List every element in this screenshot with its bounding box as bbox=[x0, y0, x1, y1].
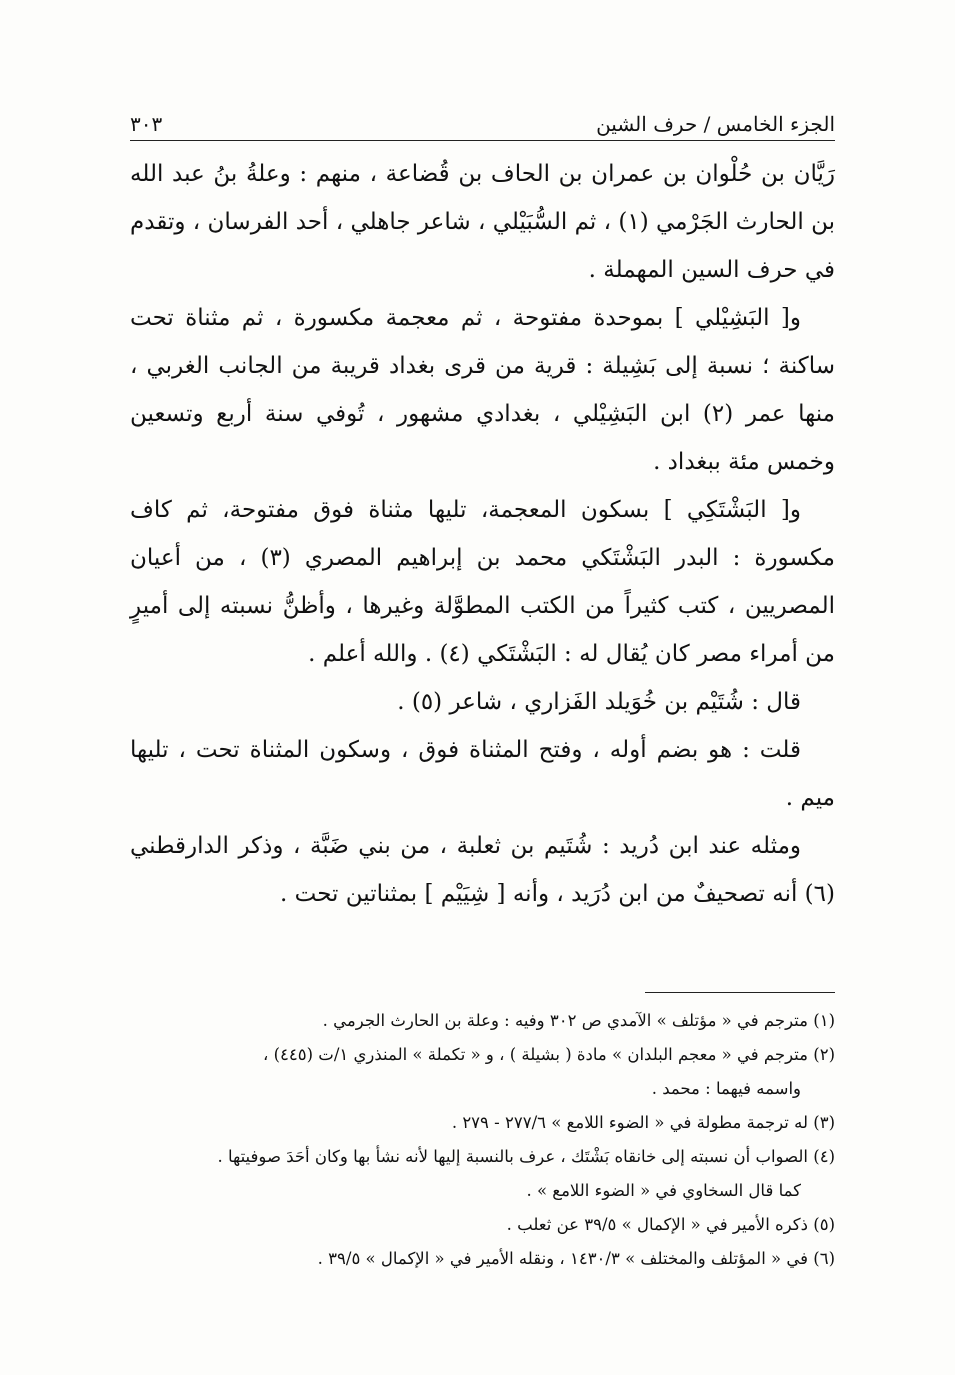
footnote-4-continued: كما قال السخاوي في « الضوء اللامع » . bbox=[526, 1181, 801, 1200]
paragraph-qultu: قلت : هو بضم أوله ، وفتح المثناة فوق ، وسكون المثناة تحت ، تليها ميم . bbox=[130, 737, 835, 811]
paragraph-shutaym: قال : شُتَيْم بن خُوَيلد الفَزاري ، شاعر (٥) . bbox=[397, 689, 801, 715]
footnote-divider bbox=[645, 992, 835, 993]
paragraph-ibn-durayd: ومثله عند ابن دُريد : شُتَيم بن ثعلبة ، من بني ضَبَّة ، وذكر الدارقطني (٦) أنه تصحيفٌ من ابن دُرَيد ، وأنه [ شِيَيْم ] بمثناتين تحت . bbox=[130, 833, 835, 907]
running-header bbox=[130, 92, 835, 136]
footnote-5: (٥) ذكره الأمير في « الإكمال » ٣٩/٥ عن ثعلب . bbox=[506, 1215, 835, 1234]
paragraph-bashili: و[ البَشِيْلي ] بموحدة مفتوحة ، ثم معجمة مكسورة ، ثم مثناة تحت ساكنة ؛ نسبة إلى بَشِيلة : قرية من قرى بغداد قريبة من الجانب الغربي ، منها عمر (٢) ابن البَشِيْلي ، بغدادي مشهور ، تُوفي سنة أربع وتسعين وخمس مئة ببغداد . bbox=[130, 305, 835, 475]
running-title: الجزء الخامس / حرف الشين bbox=[596, 112, 835, 136]
footnote-2: (٢) مترجم في « معجم البلدان » مادة ( بشيلة ) ، و « تكملة » المنذري ١/ت (٤٤٥) ، bbox=[263, 1045, 835, 1064]
main-text bbox=[130, 150, 835, 918]
footnotes bbox=[130, 1004, 835, 1276]
paragraph-bashtaki: و[ البَشْتَكِي ] بسكون المعجمة، تليها مثناة فوق مفتوحة، ثم كاف مكسورة : البدر البَشْتَكي محمد بن إبراهيم المصري (٣) ، من أعيان المصريين ، كتب كثيراً من الكتب المطوَّلة وغيرها ، وأظنُّ نسبته إلى أميرٍ من أمراء مصر كان يُقال له : البَشْتَكي (٤) . والله أعلم . bbox=[130, 497, 835, 667]
footnote-1: (١) مترجم في « مؤتلف » الآمدي ص ٣٠٢ وفيه : وعلة بن الحارث الجرمي . bbox=[322, 1011, 835, 1030]
header-divider bbox=[130, 140, 835, 141]
page-number: ٣٠٣ bbox=[130, 112, 163, 136]
footnote-6: (٦) في « المؤتلف والمختلف » ١٤٣٠/٣ ، ونقله الأمير في « الإكمال » ٣٩/٥ . bbox=[317, 1249, 835, 1268]
footnote-2-continued: واسمه فيهما : محمد . bbox=[651, 1079, 801, 1098]
footnote-3: (٣) له ترجمة مطولة في « الضوء اللامع » ٢٧٧/٦ - ٢٧٩ . bbox=[451, 1113, 835, 1132]
footnote-4: (٤) الصواب أن نسبته إلى خانقاه بَشْتَك ، عرف بالنسبة إليها لأنه نشأ بها وكان أحَدَ صوفيتها . bbox=[217, 1147, 835, 1166]
paragraph-rayyan: رَيَّان بن حُلْوان بن عمران بن الحاف بن قُضاعة ، منهم : وعلةُ بنُ عبد الله بن الحارث الجَرْمي (١) ، ثم السُّبَيْلي ، شاعر جاهلي ، أحد الفرسان ، وتقدم في حرف السين المهملة . bbox=[130, 161, 835, 283]
